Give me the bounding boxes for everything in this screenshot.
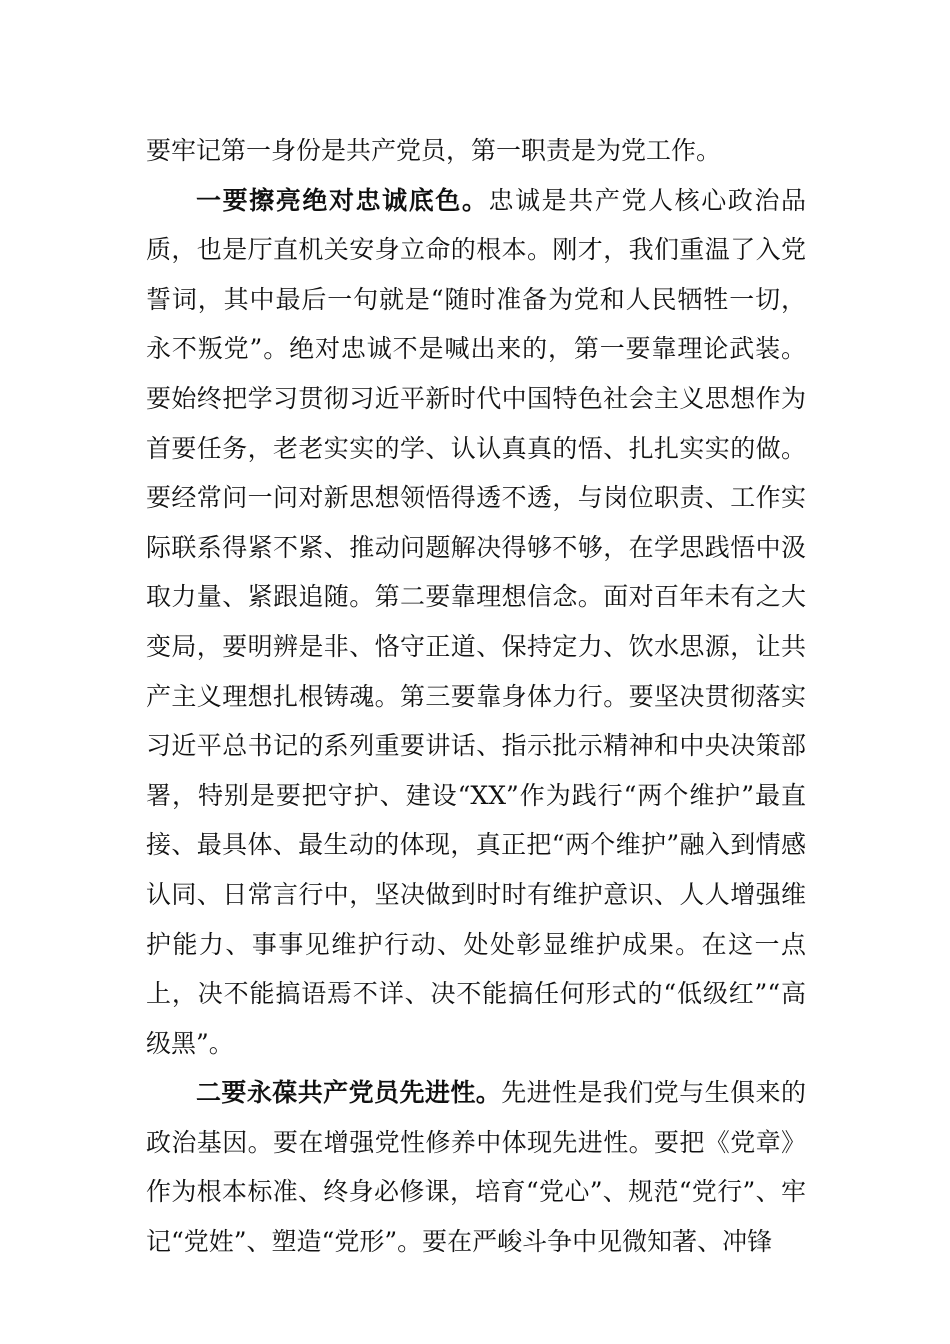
paragraph-advancement — [146, 1068, 806, 1266]
paragraph-loyalty — [146, 176, 806, 1069]
paragraph-text: 先进性是我们党与生俱来的政治基因。要在增强党性修养中体现先进性。要把《党章》作为根本标准、终身必修课，培育“党心”、规范“党行”、牢记“党姓”、塑造“党形”。要在严峻斗争中见微知著、冲锋 — [146, 1078, 806, 1257]
document-body — [146, 126, 806, 1267]
paragraph-heading: 一要擦亮绝对忠诚底色。 — [196, 185, 489, 215]
paragraph-heading: 二要永葆共产党员先进性。 — [196, 1078, 502, 1108]
paragraph-text: 忠诚是共产党人核心政治品质，也是厅直机关安身立命的根本。刚才，我们重温了入党誓词，其中最后一句就是“随时准备为党和人民牺牲一切，永不叛党”。绝对忠诚不是喊出来的，第一要靠理论武装。要始终把学习贯彻习近平新时代中国特色社会主义思想作为首要任务，老老实实的学、认认真真的悟、扎扎实实的做。要经常问一问对新思想领悟得透不透，与岗位职责、工作实际联系得紧不紧、推动问题解决得够不够，在学思践悟中汲取力量、紧跟追随。第二要靠理想信念。面对百年未有之大变局，要明辨是非、恪守正道、保持定力、饮水思源，让共产主义理想扎根铸魂。第三要靠身体力行。要坚决贯彻落实习近平总书记的系列重要讲话、指示批示精神和中央决策部署，特别是要把守护、建设“XX”作为践行“两个维护”最直接、最具体、最生动的体现，真正把“两个维护”融入到情感认同、日常言行中，坚决做到时时有维护意识、人人增强维护能力、事事见维护行动、处处彰显维护成果。在这一点上，决不能搞语焉不详、决不能搞任何形式的“低级红”“高级黑”。 — [146, 185, 806, 1058]
paragraph-continuation — [146, 126, 806, 176]
paragraph-text: 要牢记第一身份是共产党员，第一职责是为党工作。 — [146, 136, 722, 165]
